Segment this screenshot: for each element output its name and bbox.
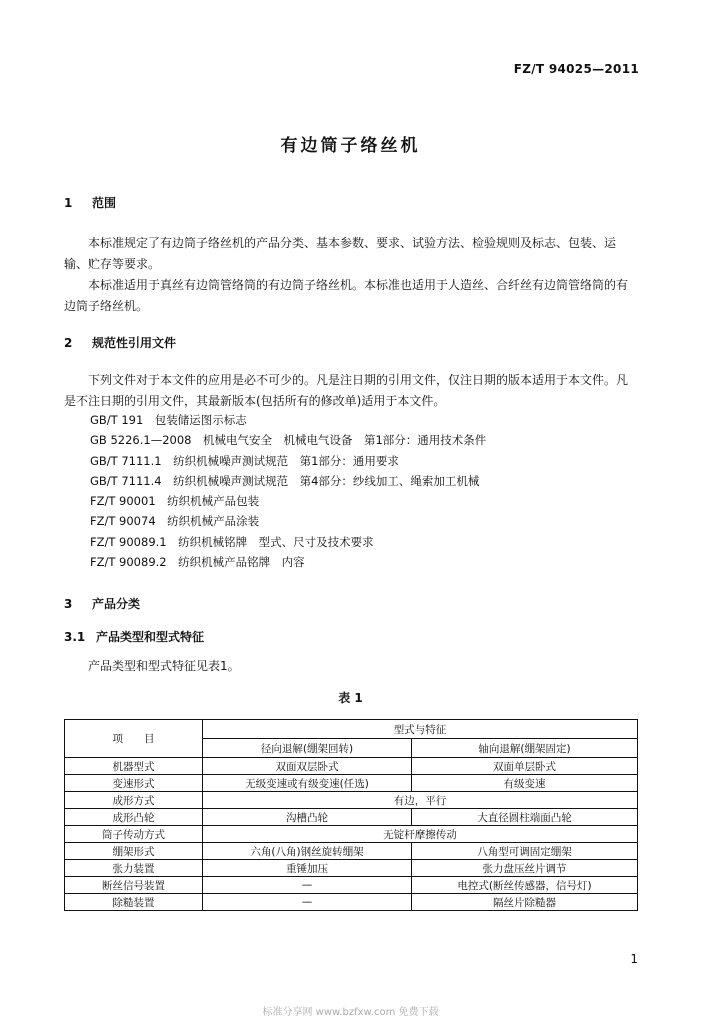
reference-item: FZ/T 90074 纺织机械产品涂装 [90,514,260,529]
cell-radial: — [203,877,412,894]
cell-axial: 双面单层卧式 [411,758,637,775]
page-number: 1 [630,952,638,966]
section-number: 1 [64,196,73,210]
reference-list [90,410,486,572]
item-header: 项 目 [65,720,203,758]
table-row [65,826,638,843]
cell-radial: 六角(八角)钢丝旋转绷架 [203,843,412,860]
row-label: 成形凸轮 [65,809,203,826]
cell-axial: 电控式(断丝传感器，信号灯) [411,877,637,894]
table-row [65,860,638,877]
cell-axial: 张力盘压丝片调节 [411,860,637,877]
section-number: 3.1 [64,630,86,644]
reference-item: GB/T 7111.1 纺织机械噪声测试规范 第1部分：通用要求 [90,453,399,468]
cell-radial: 重锤加压 [203,860,412,877]
row-label: 成形方式 [65,792,203,809]
table-row [65,758,638,775]
table-header-row [65,720,638,739]
document-title: 有边筒子络丝机 [280,136,421,156]
row-label: 张力装置 [65,860,203,877]
cell-radial: 双面双层卧式 [203,758,412,775]
cell-axial: 八角型可调固定绷架 [411,843,637,860]
section-number: 2 [64,336,73,350]
section-number: 3 [64,597,73,611]
reference-item: GB/T 191 包装储运图示标志 [90,413,247,427]
section-heading-references [64,334,176,351]
table-caption: 表 1 [338,691,363,705]
cell-axial: 隔丝片除糙器 [411,894,637,911]
section-heading-classification [64,595,140,612]
references-intro: 下列文件对于本文件的应用是必不可少的。凡是注日期的引用文件，仅注日期的版本适用于本文件。凡是不注日期的引用文件，其最新版本(包括所有的修改单)适用于本文件。 [64,373,629,408]
cell-axial: 大直径圆柱端面凸轮 [411,809,637,826]
cell-merged: 无锭杆摩擦传动 [203,826,638,843]
table-row [65,792,638,809]
cell-radial: — [203,894,412,911]
reference-item: FZ/T 90089.1 纺织机械铭牌 型式、尺寸及技术要求 [90,534,374,549]
section-title: 规范性引用文件 [92,336,177,350]
types-intro: 产品类型和型式特征见表1。 [88,659,240,673]
product-type-table [64,719,638,911]
row-label: 绷架形式 [65,843,203,860]
table-row [65,877,638,894]
cell-merged: 有边，平行 [203,792,638,809]
reference-item: FZ/T 90001 纺织机械产品包装 [90,494,260,509]
reference-item: GB/T 7111.4 纺织机械噪声测试规范 第4部分：纱线加工、绳索加工机械 [90,473,480,488]
col-header-axial: 轴向退解(绷架固定) [411,739,637,758]
scope-paragraph-1: 本标准规定了有边筒子络丝机的产品分类、基本参数、要求、试验方法、检验规则及标志、包装、运输、贮存等要求。 [64,236,617,271]
row-label: 断丝信号装置 [65,877,203,894]
reference-item: FZ/T 90089.2 纺织机械产品铭牌 内容 [90,555,305,570]
table-row [65,843,638,860]
cell-axial: 有级变速 [411,775,637,792]
footer-watermark[interactable]: 标准分享网 www.bzfxw.com 免费下载 [262,1007,439,1018]
row-label: 除糙装置 [65,894,203,911]
cell-radial: 沟槽凸轮 [203,809,412,826]
section-title: 产品分类 [92,597,141,611]
subsection-heading-types [64,628,204,645]
table-row [65,894,638,911]
cell-radial: 无级变速或有级变速(任选) [203,775,412,792]
group-header: 型式与特征 [203,720,638,739]
section-title: 范围 [92,196,117,210]
table-row [65,775,638,792]
reference-item: GB 5226.1—2008 机械电气安全 机械电气设备 第1部分：通用技术条件 [90,433,487,448]
row-label: 变速形式 [65,775,203,792]
row-label: 机器型式 [65,758,203,775]
table-row [65,809,638,826]
col-header-radial: 径向退解(绷架回转) [203,739,412,758]
row-label: 筒子传动方式 [65,826,203,843]
section-heading-scope [64,194,116,211]
scope-paragraph-2: 本标准适用于真丝有边筒管络筒的有边筒子络丝机。本标准也适用于人造丝、合纤丝有边筒管络筒的有边筒子络丝机。 [64,278,629,313]
standard-code: FZ/T 94025—2011 [513,62,639,76]
section-title: 产品类型和型式特征 [96,630,205,644]
